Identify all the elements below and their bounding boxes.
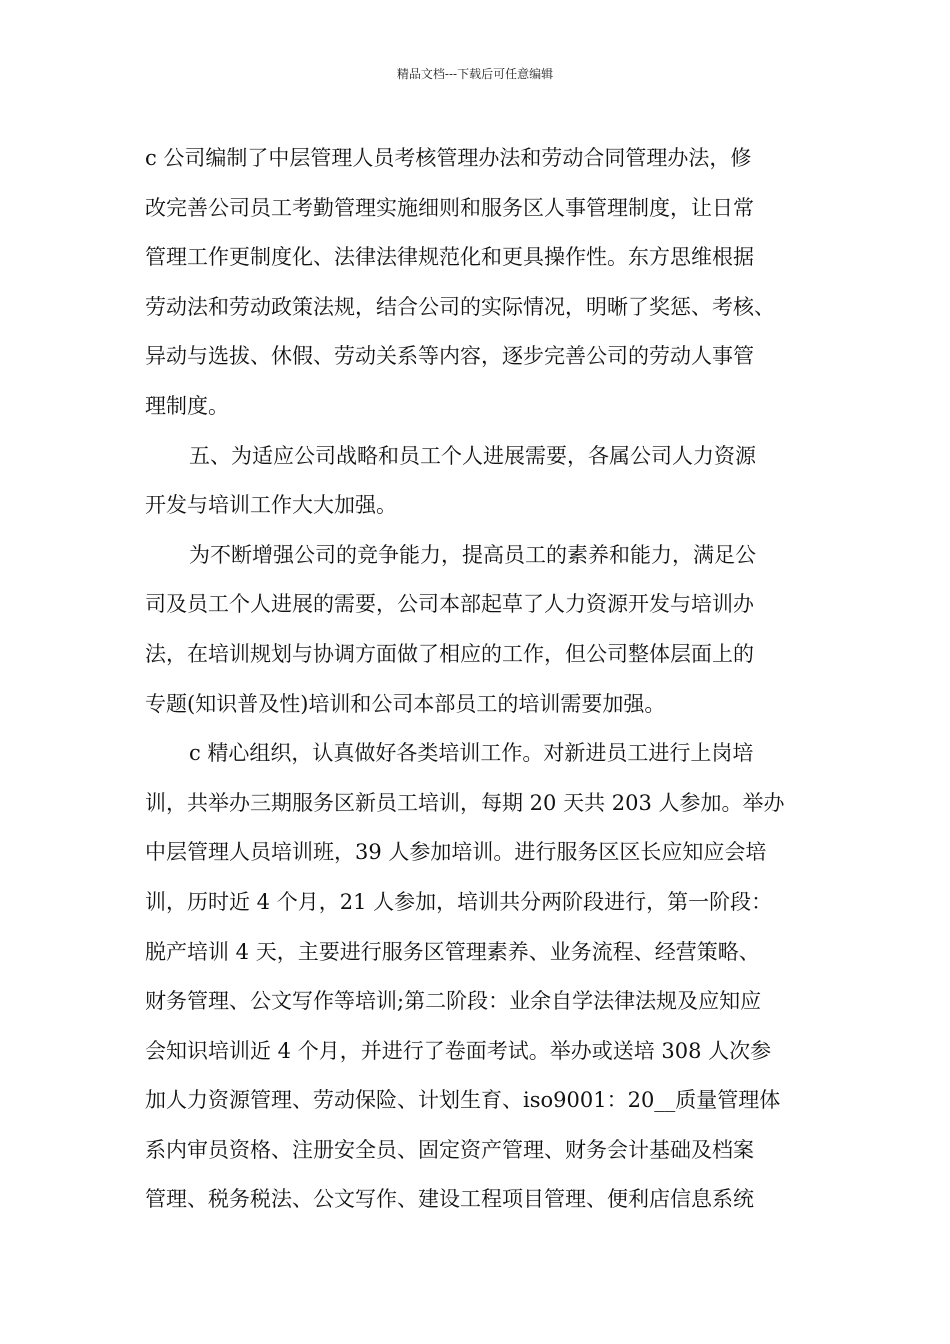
text-line: 异动与选拔、休假、劳动关系等内容，逐步完善公司的劳动人事管 xyxy=(145,344,754,369)
text-line: 管理、税务税法、公文写作、建设工程项目管理、便利店信息系统 xyxy=(145,1187,754,1212)
text-line: 五、为适应公司战略和员工个人进展需要，各属公司人力资源 xyxy=(189,443,756,468)
text-line: c 公司编制了中层管理人员考核管理办法和劳动合同管理办法，修 xyxy=(145,146,752,170)
text-line: 会知识培训近 4 个月，并进行了卷面考试。举办或送培 308 人次参 xyxy=(145,1038,772,1063)
text-line: 系内审员资格、注册安全员、固定资产管理、财务会计基础及档案 xyxy=(145,1137,754,1162)
text-line: 中层管理人员培训班，39 人参加培训。进行服务区区长应知应会培 xyxy=(145,840,767,865)
paragraph xyxy=(145,432,825,531)
text-line: 为不断增强公司的竞争能力，提高员工的素养和能力，满足公 xyxy=(189,542,756,567)
paragraph xyxy=(145,134,825,432)
text-line: 训，共举办三期服务区新员工培训，每期 20 天共 203 人参加。举办 xyxy=(145,790,785,815)
text-line: 法，在培训规划与协调方面做了相应的工作，但公司整体层面上的 xyxy=(145,641,754,666)
text-line: 加人力资源管理、劳动保险、计划生育、iso9001：20__质量管理体 xyxy=(145,1088,781,1113)
text-line: 改完善公司员工考勤管理实施细则和服务区人事管理制度，让日常 xyxy=(145,195,754,220)
text-line: 脱产培训 4 天，主要进行服务区管理素养、业务流程、经营策略、 xyxy=(145,939,760,964)
text-line: 劳动法和劳动政策法规，结合公司的实际情况，明晰了奖惩、考核、 xyxy=(145,294,775,319)
text-line: 理制度。 xyxy=(145,393,229,418)
page-header: 精品文档---下载后可任意编辑 xyxy=(396,67,554,81)
document-body xyxy=(145,134,825,1225)
paragraph xyxy=(145,729,825,1225)
text-line: 财务管理、公文写作等培训;第二阶段：业余自学法律法规及应知应 xyxy=(145,989,762,1014)
text-line: 开发与培训工作大大加强。 xyxy=(145,493,397,518)
text-line: 专题(知识普及性)培训和公司本部员工的培训需要加强。 xyxy=(145,691,666,716)
text-line: 司及员工个人进展的需要，公司本部起草了人力资源开发与培训办 xyxy=(145,592,754,617)
text-line: c 精心组织，认真做好各类培训工作。对新进员工进行上岗培 xyxy=(189,741,754,766)
text-line: 训，历时近 4 个月，21 人参加，培训共分两阶段进行，第一阶段： xyxy=(145,889,773,914)
paragraph xyxy=(145,531,825,729)
text-line: 管理工作更制度化、法律法律规范化和更具操作性。东方思维根据 xyxy=(145,245,754,270)
